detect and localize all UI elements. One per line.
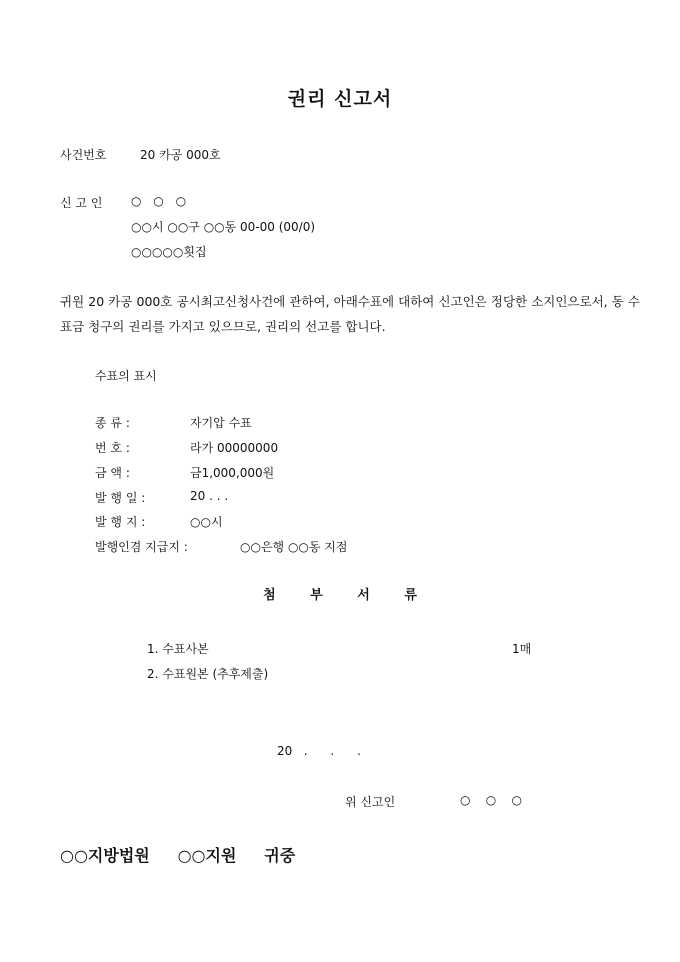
case-number-value: 20 카공 000호 — [140, 148, 221, 162]
check-item-label: 금 액 : — [95, 466, 130, 480]
check-item-value: ○○시 — [190, 515, 223, 529]
check-item-label: 종 류 : — [95, 416, 130, 430]
check-item-issuer-payer-label: 발행인겸 지급지 : — [95, 540, 188, 554]
attachment-item: 1. 수표사본 — [147, 642, 209, 656]
check-heading: 수표의 표시 — [95, 369, 157, 383]
check-item-value: 라가 00000000 — [190, 441, 279, 455]
reporter-name: ○ ○ ○ — [131, 194, 191, 208]
check-item-value: 20 . . . — [190, 489, 229, 503]
court-addressee: ○○지방법원 ○○지원 귀중 — [60, 846, 296, 865]
attachment-item: 2. 수표원본 (추후제출) — [147, 667, 269, 681]
check-item-label: 발 행 일 : — [95, 491, 146, 505]
attachment-qty: 1매 — [512, 642, 532, 656]
reporter-address-detail: ○○○○○횟집 — [131, 245, 207, 259]
signature-label: 위 신고인 — [345, 795, 396, 809]
filing-date: 20 . . . — [277, 744, 361, 758]
declaration-paragraph: 귀원 20 카공 000호 공시최고신청사건에 관하여, 아래수표에 대하여 신고인은 정당한 소지인으로서, 동 수표금 청구의 권리를 가지고 있으므로, 권리의 선고를 합니다. — [60, 294, 640, 334]
attachments-title: 첨 부 서 류 — [263, 588, 417, 603]
document-title: 권리 신고서 — [287, 88, 393, 110]
case-number-label: 사건번호 — [60, 148, 107, 162]
check-item-issuer-payer-value: ○○은행 ○○동 지점 — [240, 540, 348, 554]
reporter-label: 신 고 인 — [60, 196, 103, 210]
check-item-label: 번 호 : — [95, 441, 130, 455]
check-item-value: 자기압 수표 — [190, 416, 252, 430]
reporter-address: ○○시 ○○구 ○○동 00-00 (00/0) — [131, 220, 316, 234]
signature-name: ○ ○ ○ — [460, 793, 522, 807]
check-item-value: 금1,000,000원 — [190, 466, 275, 480]
check-item-label: 발 행 지 : — [95, 515, 146, 529]
